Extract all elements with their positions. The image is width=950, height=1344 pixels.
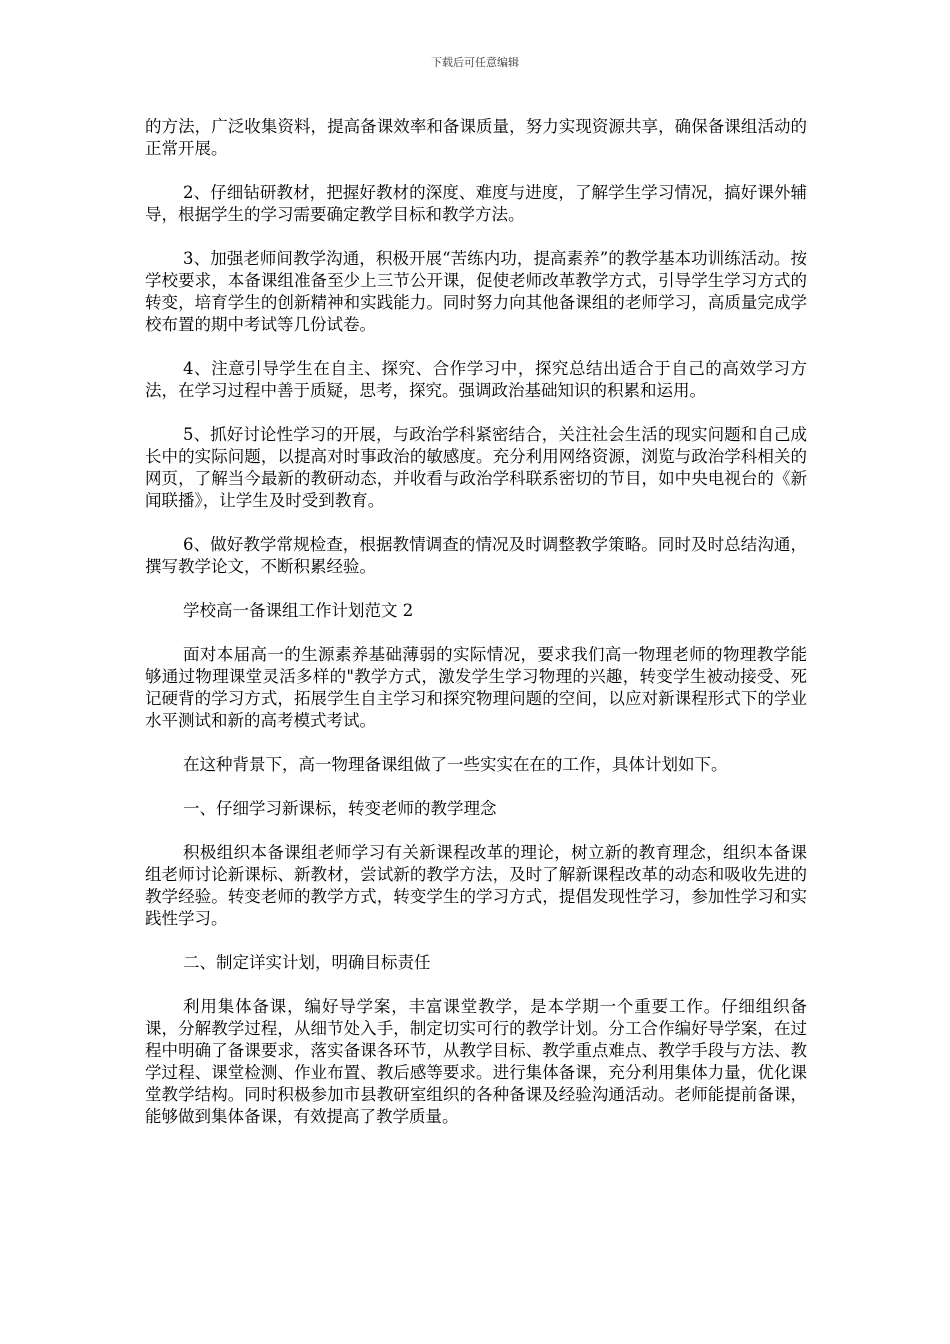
paragraph-item-3: 3、加强老师间教学沟通，积极开展“苦练内功，提高素养”的教学基本功训练活动。按学校要求，本备课组准备至少上三节公开课，促使老师改革教学方式，引导学生学习方式的转变，培育学生的创新精神和实践能力。同时努力向其他备课组的老师学习，高质量完成学校布置的期中考试等几份试卷。 bbox=[145, 249, 807, 334]
paragraph-item-5: 5、抓好讨论性学习的开展，与政治学科紧密结合，关注社会生活的现实问题和自己成长中的实际问题，以提高对时事政治的敏感度。充分利用网络资源，浏览与政治学科相关的网页，了解当今最新的教研动态，并收看与政治学科联系密切的节目，如中央电视台的《新闻联播》，让学生及时受到教育。 bbox=[145, 425, 807, 510]
document-body bbox=[145, 116, 807, 1150]
paragraph-intro: 面对本届高一的生源素养基础薄弱的实际情况，要求我们高一物理老师的物理教学能够通过物理课堂灵活多样的"教学方式，激发学生学习物理的兴趣，转变学生被动接受、死记硬背的学习方式，拓展学生自主学习和探究物理问题的空间，以应对新课程形式下的学业水平测试和新的高考模式考试。 bbox=[145, 645, 807, 730]
page-header: 下载后可任意编辑 bbox=[431, 56, 519, 69]
section-title-sample-2: 学校高一备课组工作计划范文 2 bbox=[183, 601, 414, 620]
paragraph-continuation: 的方法，广泛收集资料，提高备课效率和备课质量，努力实现资源共享，确保备课组活动的正常开展。 bbox=[145, 117, 807, 158]
heading-section-2: 二、制定详实计划，明确目标责任 bbox=[183, 953, 431, 972]
paragraph-background: 在这种背景下，高一物理备课组做了一些实实在在的工作，具体计划如下。 bbox=[183, 755, 728, 774]
paragraph-item-4: 4、注意引导学生在自主、探究、合作学习中，探究总结出适合于自己的高效学习方法，在学习过程中善于质疑，思考，探究。强调政治基础知识的积累和运用。 bbox=[145, 359, 807, 400]
paragraph-section-2: 利用集体备课，编好导学案，丰富课堂教学，是本学期一个重要工作。仔细组织备课，分解教学过程，从细节处入手，制定切实可行的教学计划。分工合作编好导学案，在过程中明确了备课要求，落实备课各环节，从教学目标、教学重点难点、教学手段与方法、教学过程、课堂检测、作业布置、教后感等要求。进行集体备课，充分利用集体力量，优化课堂教学结构。同时积极参加市县教研室组织的各种备课及经验沟通活动。老师能提前备课，能够做到集体备课，有效提高了教学质量。 bbox=[145, 997, 807, 1126]
heading-section-1: 一、仔细学习新课标，转变老师的教学理念 bbox=[183, 799, 497, 818]
paragraph-item-2: 2、仔细钻研教材，把握好教材的深度、难度与进度，了解学生学习情况，搞好课外辅导，根据学生的学习需要确定教学目标和教学方法。 bbox=[145, 183, 807, 224]
paragraph-section-1: 积极组织本备课组老师学习有关新课程改革的理论，树立新的教育理念，组织本备课组老师讨论新课标、新教材，尝试新的教学方法，及时了解新课程改革的动态和吸收先进的教学经验。转变老师的教学方式，转变学生的学习方式，提倡发现性学习，参加性学习和实践性学习。 bbox=[145, 843, 807, 928]
paragraph-item-6: 6、做好教学常规检查，根据教情调查的情况及时调整教学策略。同时及时总结沟通，撰写教学论文，不断积累经验。 bbox=[145, 535, 807, 576]
